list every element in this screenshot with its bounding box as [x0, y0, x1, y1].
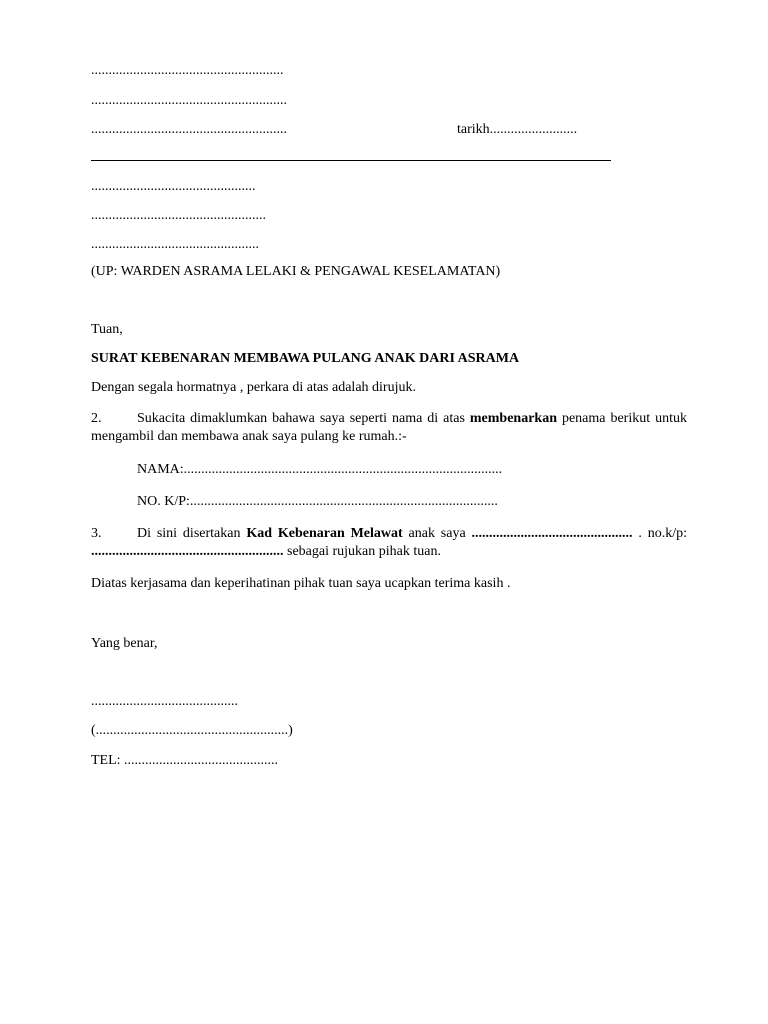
paragraph-3-bold-2: ..............................................	[471, 526, 633, 541]
paragraph-2-text-after: penama berikut untuk mengambil dan membawa anak saya pulang ke rumah.:-	[91, 411, 687, 444]
paragraph-3-bold-3: .......................................................	[91, 544, 284, 559]
name-field	[137, 461, 502, 479]
paragraph-3-number: 3.	[91, 526, 102, 541]
paragraph-3-text-2: anak saya	[402, 526, 472, 541]
signatory-name: (.......................................................)	[91, 723, 293, 738]
paragraph-3-text-3: . no.k/p:	[632, 526, 688, 541]
paragraph-3-bold-1: Kad Kebenaran Melawat	[246, 526, 403, 541]
telephone-line	[91, 752, 278, 770]
header-divider	[91, 160, 611, 161]
recipient-address-line-2: ..................................................	[91, 208, 266, 223]
paragraph-3-text-1: Di sini disertakan	[137, 526, 247, 541]
paragraph-2-text-before: Sukacita dimaklumkan bahawa saya seperti nama di atas	[137, 411, 470, 426]
ic-field	[137, 493, 498, 511]
date-value: .........................	[489, 122, 578, 137]
telephone-label: TEL:	[91, 753, 121, 768]
recipient-address-line-1: ...............................................	[91, 179, 256, 194]
name-label: NAMA:	[137, 462, 184, 477]
signature-line: ..........................................	[91, 694, 238, 709]
paragraph-3	[91, 525, 687, 561]
sender-address-line-1: .......................................................	[91, 63, 284, 78]
date-line	[457, 121, 577, 139]
telephone-dots: ............................................	[124, 753, 279, 768]
letter-subject: SURAT KEBENARAN MEMBAWA PULANG ANAK DARI ASRAMA	[91, 351, 520, 366]
paragraph-2	[91, 410, 687, 446]
sender-address-line-3: ........................................................	[91, 122, 287, 137]
paragraph-2-number: 2.	[91, 411, 102, 426]
ic-label: NO. K/P:	[137, 494, 190, 509]
intro-paragraph: Dengan segala hormatnya , perkara di atas adalah dirujuk.	[91, 380, 416, 395]
salutation: Tuan,	[91, 322, 123, 337]
paragraph-3-text-4: sebagai rujukan pihak tuan.	[283, 544, 441, 559]
attention-line: (UP: WARDEN ASRAMA LELAKI & PENGAWAL KESELAMATAN)	[91, 264, 501, 279]
sender-address-line-2: ........................................................	[91, 93, 287, 108]
sign-off: Yang benar,	[91, 636, 158, 651]
recipient-address-line-3: ................................................	[91, 237, 259, 252]
name-dots: ...........................................................................................	[183, 462, 503, 477]
ic-dots: ........................................................................................	[189, 494, 498, 509]
date-label: tarikh	[457, 122, 490, 137]
paragraph-2-bold: membenarkan	[469, 411, 557, 426]
closing-paragraph: Diatas kerjasama dan keperihatinan pihak tuan saya ucapkan terima kasih .	[91, 576, 511, 591]
